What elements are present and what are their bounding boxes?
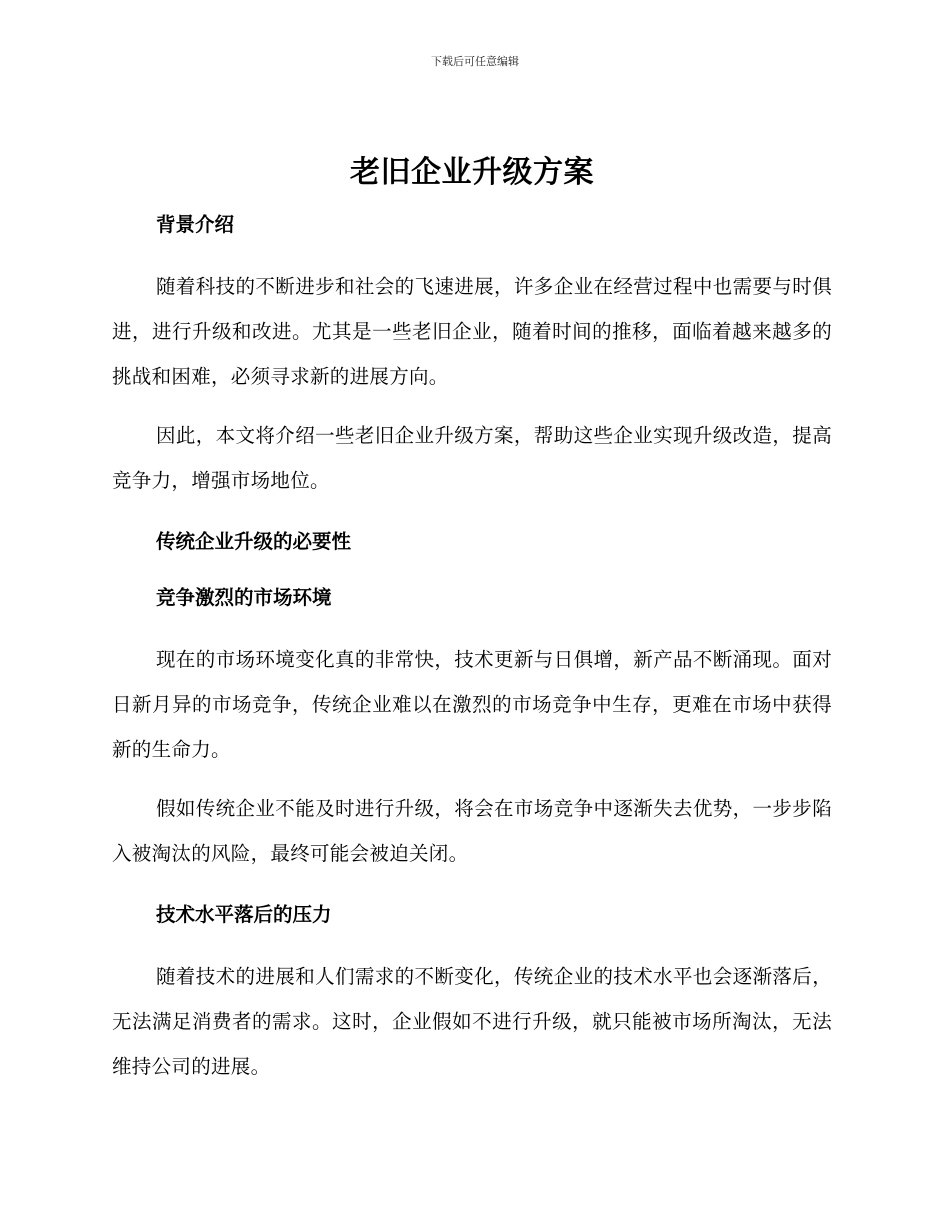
paragraph-background-2: 因此，本文将介绍一些老旧企业升级方案，帮助这些企业实现升级改造，提高竞争力，增强市场地位。 xyxy=(112,424,832,492)
document-title: 老旧企业升级方案 xyxy=(350,155,594,190)
paragraph-background-1: 随着科技的不断进步和社会的飞速进展，许多企业在经营过程中也需要与时俱进，进行升级和改进。尤其是一些老旧企业，随着时间的推移，面临着越来越多的挑战和困难，必须寻求新的进展方向。 xyxy=(112,275,832,388)
section-heading-necessity: 传统企业升级的必要性 xyxy=(156,530,352,553)
paragraph-competition-2: 假如传统企业不能及时进行升级，将会在市场竞争中逐渐失去优势，一步步陷入被淘汰的风险，最终可能会被迫关闭。 xyxy=(112,797,832,865)
section-heading-background: 背景介绍 xyxy=(156,213,235,236)
section-heading-technology: 技术水平落后的压力 xyxy=(156,903,332,926)
header-note: 下载后可任意编辑 xyxy=(431,55,519,68)
document-body xyxy=(112,150,832,1103)
section-heading-competition: 竞争激烈的市场环境 xyxy=(156,586,332,609)
paragraph-competition-1: 现在的市场环境变化真的非常快，技术更新与日俱增，新产品不断涌现。面对日新月异的市场竞争，传统企业难以在激烈的市场竞争中生存，更难在市场中获得新的生命力。 xyxy=(112,648,832,761)
paragraph-technology-1: 随着技术的进展和人们需求的不断变化，传统企业的技术水平也会逐渐落后，无法满足消费者的需求。这时，企业假如不进行升级，就只能被市场所淘汰，无法维持公司的进展。 xyxy=(112,965,832,1078)
